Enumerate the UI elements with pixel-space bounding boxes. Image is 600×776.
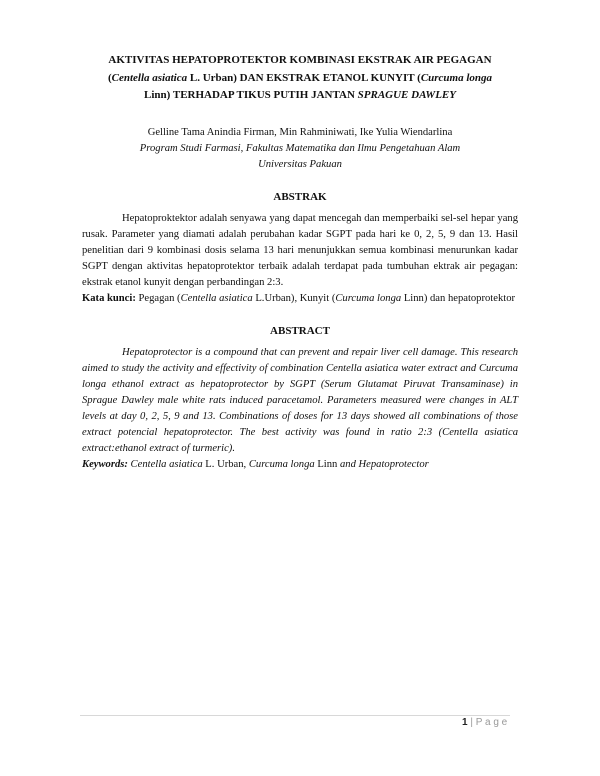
page-number [462, 717, 507, 728]
abstract-keywords [82, 457, 518, 473]
kw-italic: Centella asiatica [180, 292, 253, 304]
page-label: P a g e [475, 717, 508, 728]
title-text: L. Urban) DAN EKSTRAK ETANOL KUNYIT ( [187, 71, 421, 84]
authors: Gelline Tama Anindia Firman, Min Rahminiwati, Ike Yulia Wiendarlina [147, 126, 453, 138]
kw-italic: Curcuma longa [248, 458, 315, 470]
title-italic: SPRAGUE DAWLEY [357, 89, 456, 101]
keywords-label: Keywords: [82, 458, 128, 470]
title-line: AKTIVITAS HEPATOPROTEKTOR KOMBINASI EKSTRAK AIR PEGAGAN [108, 54, 492, 66]
title-text: ( [107, 71, 112, 84]
author-block [82, 125, 518, 173]
kw-text: L. Urban, [202, 458, 249, 470]
abstrak-body: Hepatoproktektor adalah senyawa yang dapat mencegah dan memperbaiki sel-sel hepar yang rusak. Parameter yang diamati adalah perubahan kadar SGPT pada hari ke 0, 2, 5, 9 dan 13. Hasil penelitian dari 9 kombinasi dosis selama 13 hari menunjukkan semua kombinasi menurunkan kadar SGPT dengan aktivitas hepatoprotektor terbaik adalah terdapat pada tumbuhan ektrak air pegagan: ekstrak etanol kunyit dengan perbandingan 2:3. [82, 212, 518, 288]
title-text: Linn) TERHADAP TIKUS PUTIH JANTAN [144, 89, 358, 101]
abstract-heading: ABSTRACT [270, 324, 330, 337]
kw-text: Linn [314, 458, 338, 470]
university: Universitas Pakuan [258, 158, 342, 170]
page-number-value: 1 [462, 717, 468, 728]
kw-text: Linn) dan hepatoprotektor [401, 292, 516, 304]
paper-page [82, 52, 518, 473]
title-italic: Curcuma longa [420, 71, 493, 84]
abstrak-keywords [82, 291, 518, 307]
paper-title [82, 52, 518, 105]
kw-italic: and Hepatoprotector [337, 458, 429, 470]
kw-text: L.Urban), Kunyit ( [252, 292, 336, 304]
kw-italic: Centella asiatica [127, 458, 203, 470]
footer-divider [80, 715, 510, 716]
abstrak-heading: ABSTRAK [273, 190, 327, 203]
kw-italic: Curcuma longa [335, 292, 402, 304]
abstract-body: Hepatoprotector is a compound that can prevent and repair liver cell damage. This research aimed to study the activity and effectivity of combination Centella asiatica water extract and Curcuma longa ethanol extract as hepatoprotector by SGPT (Serum Glutamat Piruvat Transaminase) in Sprague Dawley male white rats induced paracetamol. Parameters measured were changes in ALT levels at day 0, 2, 5, 9 and 13. Combinations of doses for 13 days showed all combinations of those extract potencial hepatoprotector. The best activity was found in ratio 2:3 (Centella asiatica extract:ethanol extract of turmeric). [82, 346, 518, 454]
kw-text: Pegagan ( [135, 292, 181, 304]
title-italic: Centella asiatica [111, 71, 188, 84]
page-separator: | [467, 717, 476, 728]
affiliation: Program Studi Farmasi, Fakultas Matematika dan Ilmu Pengetahuan Alam [139, 142, 461, 154]
keywords-label: Kata kunci: [82, 292, 136, 304]
